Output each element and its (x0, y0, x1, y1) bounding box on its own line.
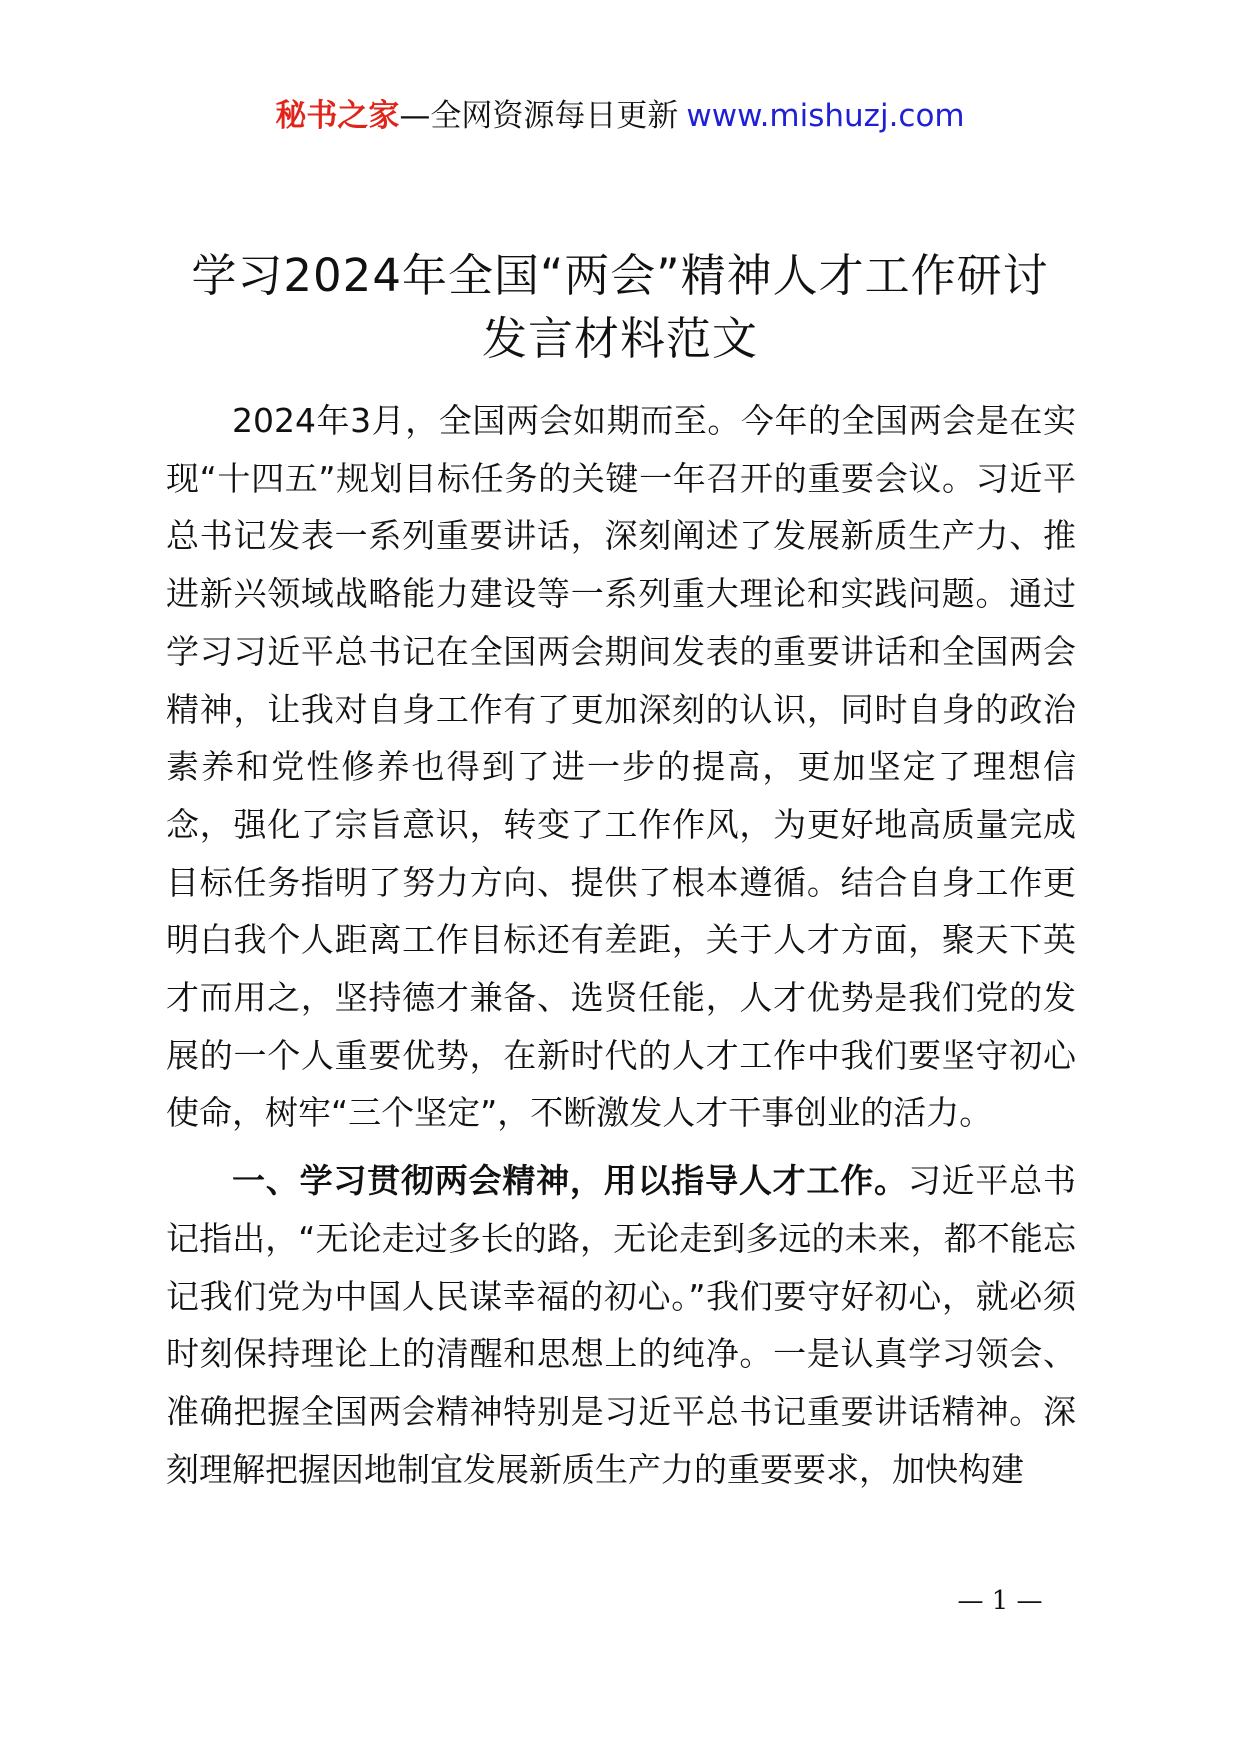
site-url-link[interactable]: www.mishuzj.com (686, 98, 965, 134)
brand-name: 秘书之家 (275, 98, 400, 134)
document-title (120, 244, 1120, 370)
title-line-1: 学习2024年全国“两会”精神人才工作研讨 (191, 249, 1049, 302)
title-line-2: 发言材料范文 (481, 312, 758, 365)
section-one-paragraph (166, 1152, 1076, 1498)
header-slogan: —全网资源每日更新 (399, 98, 679, 134)
document-body (166, 392, 1076, 1498)
site-header (0, 94, 1240, 138)
section-one-text: 习近平总书记指出，“无论走过多长的路，无论走到多远的未来，都不能忘记我们党为中国人民谋幸福的初心。”我们要守好初心，就必须时刻保持理论上的清醒和思想上的纯净。一是认真学习领会、准确把握全国两会精神特别是习近平总书记重要讲话精神。深刻理解把握因地制宜发展新质生产力的重要要求，加快构建 (166, 1161, 1077, 1489)
intro-paragraph: 2024年3月，全国两会如期而至。今年的全国两会是在实现“十四五”规划目标任务的关键一年召开的重要会议。习近平总书记发表一系列重要讲话，深刻阐述了发展新质生产力、推进新兴领域战略能力建设等一系列重大理论和实践问题。通过学习习近平总书记在全国两会期间发表的重要讲话和全国两会精神，让我对自身工作有了更加深刻的认识，同时自身的政治素养和党性修养也得到了进一步的提高，更加坚定了理想信念，强化了宗旨意识，转变了工作作风，为更好地高质量完成目标任务指明了努力方向、提供了根本遵循。结合自身工作更明白我个人距离工作目标还有差距，关于人才方面，聚天下英才而用之，坚持德才兼备、选贤任能，人才优势是我们党的发展的一个人重要优势，在新时代的人才工作中我们要坚守初心使命，树牢“三个坚定”，不断激发人才干事创业的活力。 (166, 401, 1076, 1133)
page-number: — 1 — (957, 1586, 1043, 1616)
section-one-heading: 一、学习贯彻两会精神，用以指导人才工作。 (232, 1161, 908, 1201)
